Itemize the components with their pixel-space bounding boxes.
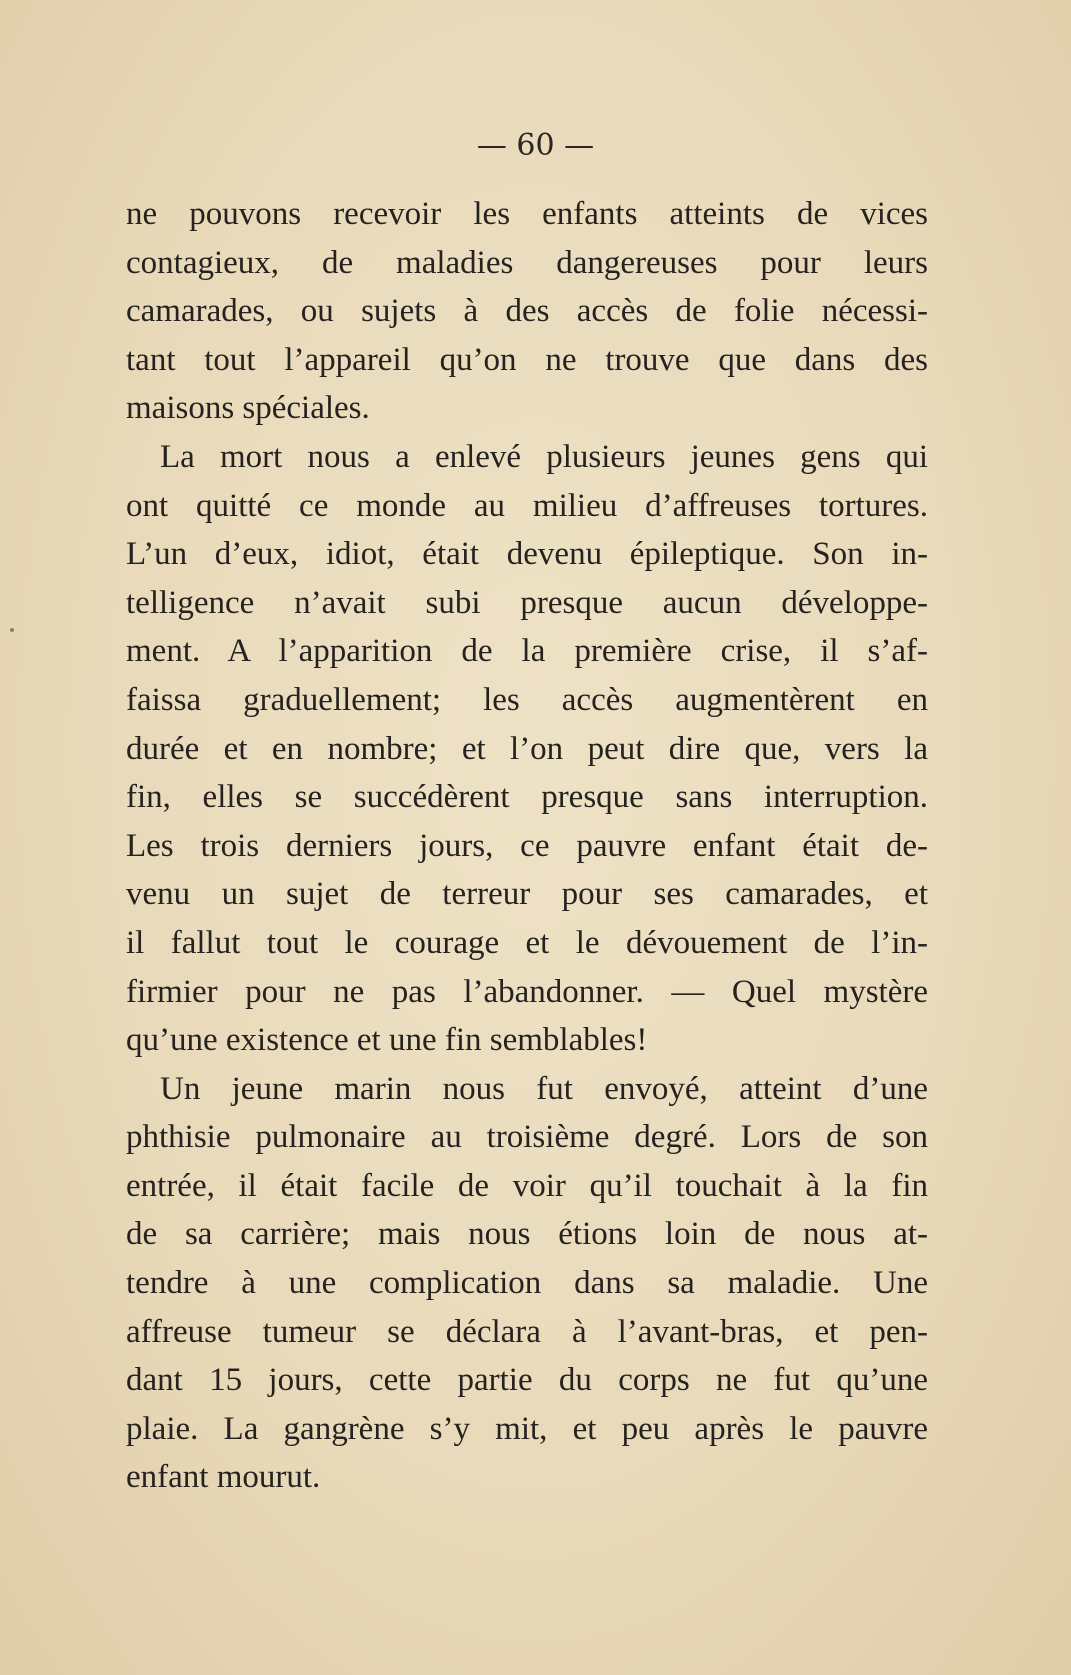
text-line: ont quitté ce monde au milieu d’affreuses tortures. [126,487,928,524]
text-line: Les trois derniers jours, ce pauvre enfant était de- [126,827,928,864]
text-line: camarades, ou sujets à des accès de folie nécessi- [126,293,928,330]
text-line: affreuse tumeur se déclara à l’avant-bras, et pen- [126,1313,928,1350]
page-body [126,190,928,1502]
text-line: de sa carrière; mais nous étions loin de nous at- [126,1216,928,1253]
page-number: — 60 — [476,128,595,163]
text-line: Un jeune marin nous fut envoyé, atteint d’une [160,1070,928,1107]
text-line: durée et en nombre; et l’on peut dire que, vers la [126,730,928,767]
text-line: fin, elles se succédèrent presque sans interruption. [126,779,928,816]
text-line: ment. A l’apparition de la première crise, il s’af- [126,633,928,670]
text-line: firmier pour ne pas l’abandonner. — Quel mystère [126,973,928,1010]
text-line: venu un sujet de terreur pour ses camarades, et [126,876,928,913]
text-line: il fallut tout le courage et le dévouement de l’in- [126,924,928,961]
text-line: L’un d’eux, idiot, était devenu épileptique. Son in- [126,536,928,573]
paragraph-3 [126,1065,928,1502]
text-line: plaie. La gangrène s’y mit, et peu après le pauvre [126,1410,928,1447]
text-line: entrée, il était facile de voir qu’il touchait à la fin [126,1167,928,1204]
paragraph-2 [126,433,928,1065]
paper-speck [10,628,14,632]
text-line: maisons spéciales. [126,390,370,427]
text-line: enfant mourut. [126,1459,321,1496]
text-line: phthisie pulmonaire au troisième degré. Lors de son [126,1119,928,1156]
text-line: telligence n’avait subi presque aucun développe- [126,584,928,621]
text-line: ne pouvons recevoir les enfants atteints de vices [126,196,928,232]
text-line: contagieux, de maladies dangereuses pour leurs [126,244,928,281]
text-line: tant tout l’appareil qu’on ne trouve que dans des [126,341,928,378]
paragraph-1 [126,190,928,433]
text-line: tendre à une complication dans sa maladie. Une [126,1265,928,1302]
text-line: qu’une existence et une fin semblables! [126,1022,648,1059]
text-line: La mort nous a enlevé plusieurs jeunes gens qui [160,438,928,475]
text-line: dant 15 jours, cette partie du corps ne fut qu’une [126,1362,928,1399]
text-line: faissa graduellement; les accès augmentèrent en [126,681,928,718]
